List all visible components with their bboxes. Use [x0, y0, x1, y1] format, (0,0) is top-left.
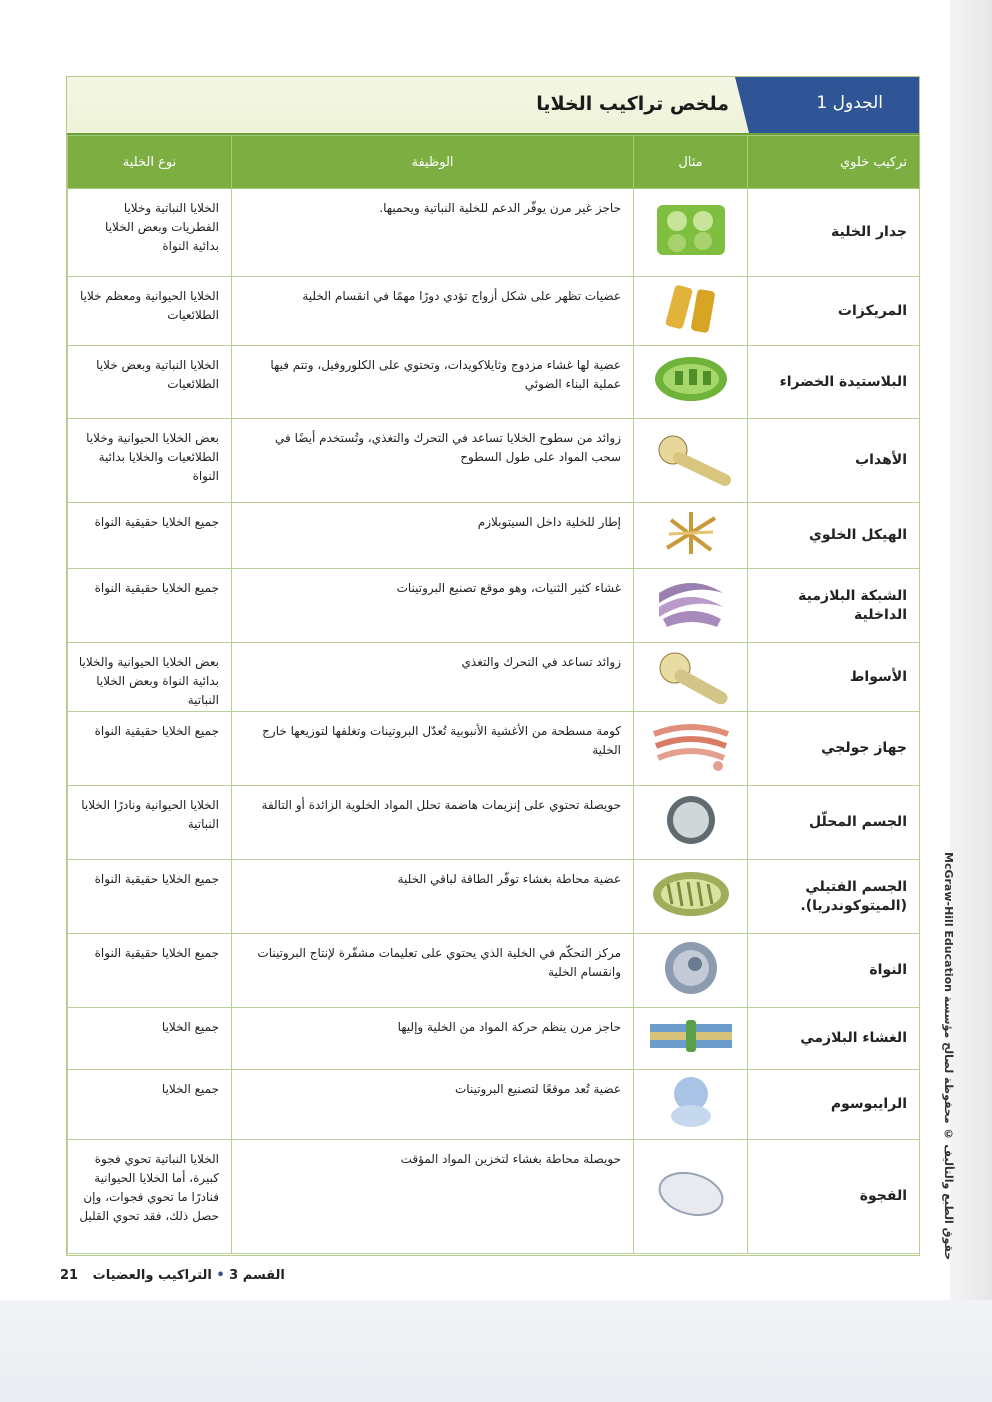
page-footer: القسم 3 • التراكيب والعضيات 21 — [60, 1268, 285, 1283]
header-structure: تركيب خلوي — [748, 136, 920, 189]
table-row — [68, 786, 920, 860]
page-title: ملخص تراكيب الخلايا — [536, 93, 729, 115]
scan-bottom-edge — [0, 1300, 992, 1402]
ribosome-icon — [661, 1072, 721, 1132]
cell-wall-icon — [649, 197, 733, 263]
flagella-icon — [649, 644, 733, 704]
structure-name: الشبكة البلازمية الداخلية — [748, 569, 920, 643]
golgi-icon — [648, 716, 734, 776]
structure-name: الرايبوسوم — [748, 1070, 920, 1140]
table-label-tab — [749, 77, 919, 133]
structure-cell-type: جميع الخلايا حقيقية النواة — [68, 712, 232, 786]
structure-cell-type: الخلايا النباتية وبعض خلايا الطلائعيات — [68, 346, 232, 419]
structure-name: الأهداب — [748, 419, 920, 503]
table-row — [68, 569, 920, 643]
table-row — [68, 346, 920, 419]
structure-cell-type: الخلايا الحيوانية ونادرًا الخلايا النباتية — [68, 786, 232, 860]
table-row — [68, 860, 920, 934]
structure-function: عضيات تظهر على شكل أزواج تؤدي دورًا مهمًا في انقسام الخلية — [232, 277, 634, 346]
structure-cell-type: جميع الخلايا — [68, 1008, 232, 1070]
structure-name: جدار الخلية — [748, 189, 920, 277]
structure-name: المريكزات — [748, 277, 920, 346]
table-row — [68, 1008, 920, 1070]
structure-name: الفجوة — [748, 1140, 920, 1254]
er-icon — [651, 573, 731, 633]
header-example: مثال — [634, 136, 748, 189]
structure-function: زوائد تساعد في التحرك والتغذي — [232, 643, 634, 712]
table-header-row — [68, 136, 920, 189]
structure-cell-type: جميع الخلايا حقيقية النواة — [68, 569, 232, 643]
plasma-membrane-icon — [646, 1016, 736, 1056]
table-row — [68, 643, 920, 712]
vacuole-icon — [653, 1166, 729, 1222]
table-row — [68, 1140, 920, 1254]
structure-cell-type: بعض الخلايا الحيوانية والخلايا بدائية النواة وبعض الخلايا النباتية — [68, 643, 232, 712]
header-function: الوظيفة — [232, 136, 634, 189]
page-number: 21 — [60, 1268, 79, 1283]
table-row — [68, 712, 920, 786]
structure-cell-type: جميع الخلايا حقيقية النواة — [68, 503, 232, 569]
nucleus-icon — [659, 938, 723, 998]
table-row — [68, 419, 920, 503]
structure-cell-type: جميع الخلايا — [68, 1070, 232, 1140]
structure-name: الهيكل الخلوي — [748, 503, 920, 569]
structure-function: حويصلة تحتوي على إنزيمات هاضمة تحلل المواد الخلوية الزائدة أو التالفة — [232, 786, 634, 860]
structure-cell-type: جميع الخلايا حقيقية النواة — [68, 934, 232, 1008]
structure-name: النواة — [748, 934, 920, 1008]
scan-margin — [950, 0, 992, 1300]
centriole-icon — [656, 278, 726, 338]
structure-cell-type: الخلايا النباتية وخلايا الفطريات وبعض الخلايا بدائية النواة — [68, 189, 232, 277]
structure-cell-type: جميع الخلايا حقيقية النواة — [68, 860, 232, 934]
section-label: القسم 3 — [229, 1268, 285, 1283]
structure-function: زوائد من سطوح الخلايا تساعد في التحرك والتغذي، وتُستخدم أيضًا في سحب المواد على طول السطوح — [232, 419, 634, 503]
structure-name: الجسم المحلّل — [748, 786, 920, 860]
structure-function: حاجز غير مرن يوفّر الدعم للخلية النباتية ويحميها. — [232, 189, 634, 277]
cytoskeleton-icon — [661, 508, 721, 558]
structure-name: البلاستيدة الخضراء — [748, 346, 920, 419]
table-row — [68, 934, 920, 1008]
structure-cell-type: الخلايا النباتية تحوي فجوة كبيرة، أما الخلايا الحيوانية فنادرًا ما تحوي فجوات، وإن حصل ذلك، فقد تحوي القليل — [68, 1140, 232, 1254]
structure-name: الجسم الفتيلي (الميتوكوندريا). — [748, 860, 920, 934]
table-row — [68, 1070, 920, 1140]
summary-table-sheet — [66, 76, 920, 1256]
structure-function: غشاء كثير الثنيات، وهو موقع تصنيع البروتينات — [232, 569, 634, 643]
title-bar — [67, 77, 919, 135]
table-label: الجدول 1 — [816, 93, 883, 113]
structure-name: جهاز جولجي — [748, 712, 920, 786]
section-title: التراكيب والعضيات — [92, 1268, 212, 1283]
table-row — [68, 189, 920, 277]
chloroplast-icon — [649, 349, 733, 409]
structure-function: عضية تُعد موقعًا لتصنيع البروتينات — [232, 1070, 634, 1140]
structure-function: إطار للخلية داخل السيتوبلازم — [232, 503, 634, 569]
structure-cell-type: الخلايا الحيوانية ومعظم خلايا الطلائعيات — [68, 277, 232, 346]
structure-function: عضية محاطة بغشاء توفّر الطاقة لباقي الخلية — [232, 860, 634, 934]
structure-function: مركز التحكّم في الخلية الذي يحتوي على تعليمات مشفّرة لإنتاج البروتينات وانقسام الخلية — [232, 934, 634, 1008]
cell-structures-table — [67, 135, 920, 1254]
side-credit: حقوق الطبع والتأليف © محفوظة لصالح مؤسسة McGraw-Hill Education — [942, 851, 955, 1260]
structure-function: حاجز مرن ينظم حركة المواد من الخلية وإليها — [232, 1008, 634, 1070]
table-row — [68, 503, 920, 569]
lysosome-icon — [661, 792, 721, 848]
structure-function: حويصلة محاطة بغشاء لتخزين المواد المؤقت — [232, 1140, 634, 1254]
structure-function: كومة مسطحة من الأغشية الأنبوبية تُعدّل البروتينات وتغلفها لتوزيعها خارج الخلية — [232, 712, 634, 786]
mitochondria-icon — [648, 866, 734, 922]
structure-cell-type: بعض الخلايا الحيوانية وخلايا الطلائعيات والخلايا بدائية النواة — [68, 419, 232, 503]
structure-name: الغشاء البلازمي — [748, 1008, 920, 1070]
structure-name: الأسواط — [748, 643, 920, 712]
header-cell-type: نوع الخلية — [68, 136, 232, 189]
cilia-icon — [649, 428, 733, 488]
structure-function: عضية لها غشاء مزدوج وثايلاكويدات، وتحتوي على الكلوروفيل، وتتم فيها عملية البناء الضوئي — [232, 346, 634, 419]
table-row — [68, 277, 920, 346]
